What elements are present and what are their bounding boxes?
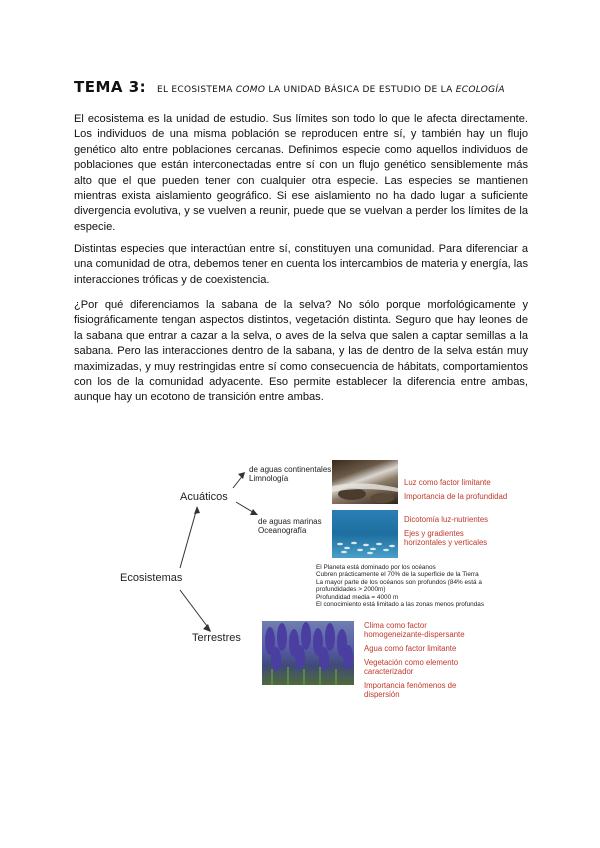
note-water: Agua como factor limitante <box>364 644 457 653</box>
label-terrestrial: Terrestres <box>192 632 241 644</box>
title-last: ECOLOGÍA <box>455 85 505 95</box>
title-text <box>151 85 505 95</box>
arrow-to-aquatic <box>180 508 197 568</box>
arrow-to-marine <box>236 502 256 514</box>
note-climate: Clima como factor homogeneizante-dispersante <box>364 621 465 639</box>
arrow-to-continental <box>233 474 244 488</box>
fact-coverage: Cubren prácticamente el 70% de la superficie de la Tierra <box>316 571 479 579</box>
arrow-to-terrestrial <box>180 590 210 630</box>
label-aquatic: Acuáticos <box>180 491 228 503</box>
note-vegetation: Vegetación como elemento caracterizador <box>364 658 459 676</box>
paragraph-community: Distintas especies que interactúan entre sí, constituyen una comunidad. Para diferenciar a una comunidad de otra, debemos tener en cuenta los intercambios de materia y energía, las interacciones tróficas y de coexistencia. <box>74 243 528 286</box>
paragraph-ecosystem: El ecosistema es la unidad de estudio. Sus límites son todo lo que le afecta directamente. Los individuos de una misma población se reproducen entre sí, y también hay un flujo genético alto entre poblaciones cercanas. Definimos especie como aquellos individuos de poblaciones que están interconectadas entre sí con un flujo genético sensiblemente más alto que el que pueden tener con cualquier otra especie. Las especies se mantienen mientras exista aislamiento geográfico. Si ese aislamiento no ha dado lugar a suficiente divergencia evolutiva, y se vuelven a reunir, puede que se vuelvan a perder los límites de la especie. <box>74 113 528 233</box>
title-pre: EL ECOSISTEMA <box>156 85 233 95</box>
label-marine <box>258 517 322 535</box>
fish-school-icon <box>332 510 398 558</box>
fact-deep: La mayor parte de los océanos son profundos (84% está a profundidades > 2000m) <box>316 578 482 594</box>
title-italic: COMO <box>235 85 266 95</box>
fact-mean-depth: Profundidad media = 4000 m <box>316 593 399 601</box>
note-depth: Importancia de la profundidad <box>404 492 508 501</box>
arrowhead-continental <box>238 472 245 479</box>
title-number: TEMA 3: <box>74 78 147 96</box>
river-rocks-icon <box>332 460 398 504</box>
label-continental <box>249 465 331 483</box>
marine-image <box>332 510 398 558</box>
label-root: Ecosistemas <box>120 572 183 584</box>
paragraph-savanna: ¿Por qué diferenciamos la sabana de la selva? No sólo porque morfológicamente y fisiográficamente tengan aspectos distintos, vegetación distinta. Seguro que hay leones de la sabana que entrar a cazar a la selva, o aves de la selva que salen a captar semillas a la sabana. Pero las interacciones dentro de la sabana, y las de dentro de la selva están muy maximizadas, y muy restringidas entre sí como consecuencia de hábitats, comportamientos con los de la comunidad adyacente. Eso permite establecer la diferencia entre ambas, aunque hay un ecotono de transición entre ambas. <box>74 299 528 404</box>
note-dichotomy: Dicotomía luz-nutrientes <box>404 515 489 524</box>
freshwater-image <box>332 460 398 504</box>
page-title <box>74 78 505 97</box>
ocean-facts <box>316 564 496 608</box>
title-post: LA UNIDAD BÁSICA DE ESTUDIO DE LA <box>268 85 453 95</box>
terrestrial-notes <box>364 621 474 699</box>
lavender-image <box>262 621 354 685</box>
note-gradients: Ejes y gradientes horizontales y verticales <box>404 529 488 547</box>
continental-notes <box>404 478 524 501</box>
arrowhead-aquatic <box>194 506 200 514</box>
marine-notes <box>404 515 502 547</box>
fact-knowledge: El conocimiento está limitado a las zonas menos profundas <box>316 601 485 609</box>
arrowhead-marine <box>250 509 258 515</box>
fact-dominated: El Planeta está dominado por los océanos <box>316 564 436 571</box>
lavender-flowers-icon <box>262 621 354 685</box>
note-light: Luz como factor limitante <box>404 478 491 487</box>
continental-line-1: de aguas continentales <box>249 465 332 474</box>
continental-line-2: Limnología <box>249 474 289 483</box>
marine-line-2: Oceanografía <box>258 526 307 535</box>
note-dispersion: Importancia fenómenos de dispersión <box>364 681 457 699</box>
marine-line-1: de aguas marinas <box>258 517 322 526</box>
arrowhead-terrestrial <box>203 624 211 632</box>
